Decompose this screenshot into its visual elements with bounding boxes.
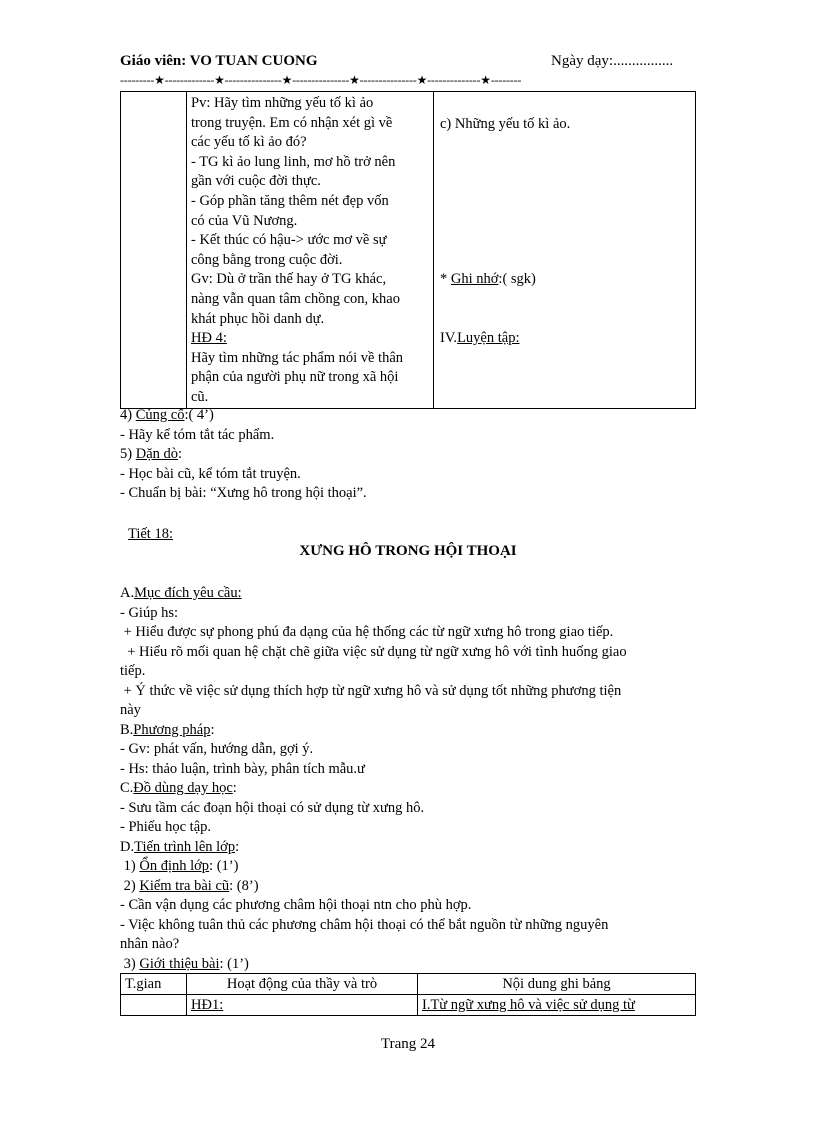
header-activity: Hoạt động của thầy và trò: [187, 974, 418, 995]
lesson-title: XƯNG HÔ TRONG HỘI THOẠI: [299, 543, 517, 559]
content-cell: [434, 92, 696, 409]
activity-line: các yếu tố kì ảo đó?: [191, 134, 307, 151]
lesson-table-top: [120, 91, 696, 409]
section-d2-line: - Việc không tuân thủ các phương châm hội thoại có thể bắt nguồn từ những nguyên: [120, 916, 609, 933]
activity-line: - TG kì ảo lung linh, mơ hồ trở nên: [191, 153, 396, 170]
section-a-line: này: [120, 702, 141, 718]
header-divider: ---------★-------------★---------------★---------------★---------------★--------------★--------: [120, 73, 522, 87]
activity-line: Gv: Dù ở trần thế hay ở TG khác,: [191, 271, 387, 288]
teacher-name: Giáo viên: VO TUAN CUONG: [120, 53, 318, 69]
activity-line: HĐ 4:: [191, 330, 227, 347]
activity-line: trong truyện. Em có nhận xét gì về: [191, 114, 393, 131]
activity-line: - Góp phần tăng thêm nét đẹp vốn: [191, 192, 389, 209]
cungco-heading: 4) Củng cố:( 4’): [120, 407, 214, 423]
section-d2-line: nhân nào?: [120, 936, 180, 952]
section-a-line: - Giúp hs:: [120, 604, 178, 621]
section-d-heading: D.Tiến trình lên lớp:: [120, 838, 240, 855]
activity-line: Hãy tìm những tác phẩm nói về thân: [191, 349, 404, 366]
section-a-line: tiếp.: [120, 663, 146, 679]
section-d2: 2) Kiểm tra bài cũ: (8’): [120, 877, 259, 894]
section-d3: 3) Giới thiệu bài: (1’): [120, 955, 249, 972]
page-header: [120, 53, 696, 73]
activity-cell: HĐ1:: [187, 995, 418, 1016]
section-a-heading: A.Mục đích yêu cầu:: [120, 585, 242, 601]
time-cell: [121, 995, 187, 1016]
activity-line: công bằng trong cuộc đời.: [191, 251, 343, 268]
table-row: [121, 995, 696, 1016]
section-d1: 1) Ổn định lớp: (1’): [120, 858, 239, 874]
section-a-line: + Hiểu được sự phong phú đa dạng của hệ thống các từ ngữ xưng hô trong giao tiếp.: [120, 624, 614, 640]
content-luyentap: IV.Luyện tập:: [440, 330, 520, 346]
content-c-item: c) Những yếu tố kì ảo.: [440, 116, 571, 132]
activity-line: - Kết thúc có hậu-> ước mơ về sự: [191, 232, 387, 249]
cungco-line: - Hãy kể tóm tắt tác phẩm.: [120, 426, 275, 443]
section-b-line: - Gv: phát vấn, hướng dẫn, gợi ý.: [120, 741, 314, 757]
section-d2-line: - Cần vận dụng các phương châm hội thoại ntn cho phù hợp.: [120, 897, 472, 913]
lesson-number: Tiết 18:: [128, 526, 173, 542]
table-header-row: [121, 974, 696, 995]
lesson-plan-section: [120, 584, 700, 974]
section-c-line: - Sưu tầm các đoạn hội thoại có sử dụng từ xưng hô.: [120, 799, 425, 816]
activity-line: khát phục hồi danh dự.: [191, 310, 325, 327]
header-content: Nội dung ghi bảng: [418, 974, 696, 995]
activity-cell: [187, 92, 434, 409]
teaching-date: Ngày dạy:................: [551, 53, 674, 69]
section-a-line: + Ý thức về việc sử dụng thích hợp từ ngữ xưng hô và sử dụng tốt những phương tiện: [120, 682, 622, 699]
content-ghinho: * Ghi nhớ:( sgk): [440, 271, 536, 287]
activity-line: nàng vẫn quan tâm chồng con, khao: [191, 290, 400, 307]
activity-line: có của Vũ Nương.: [191, 212, 298, 229]
dando-line: - Học bài cũ, kể tóm tắt truyện.: [120, 465, 301, 482]
dando-line: - Chuẩn bị bài: “Xưng hô trong hội thoại”.: [120, 485, 367, 501]
time-cell: [121, 92, 187, 409]
content-cell: I.Từ ngữ xưng hô và việc sử dụng từ: [418, 995, 696, 1016]
page-number: Trang 24: [380, 1036, 436, 1052]
section-a-line: + Hiểu rõ mối quan hệ chặt chẽ giữa việc sử dụng từ ngữ xưng hô với tình huống giao: [120, 643, 627, 660]
section-b-line: - Hs: thảo luận, trình bày, phân tích mẫu.ư: [120, 760, 365, 777]
lesson-table-bottom: [120, 973, 696, 1016]
consolidation-section: [120, 406, 700, 504]
header-time: T.gian: [121, 974, 187, 995]
activity-line: gần với cuộc đời thực.: [191, 173, 321, 190]
section-c-line: - Phiếu học tập.: [120, 819, 212, 835]
activity-line: cũ.: [191, 388, 209, 405]
activity-line: phận của người phụ nữ trong xã hội: [191, 369, 399, 386]
activity-line: Pv: Hãy tìm những yếu tố kì ảo: [191, 95, 374, 111]
section-c-heading: C.Đồ dùng dạy học:: [120, 780, 237, 796]
dando-heading: 5) Dặn dò:: [120, 446, 183, 462]
section-b-heading: B.Phương pháp:: [120, 721, 215, 738]
